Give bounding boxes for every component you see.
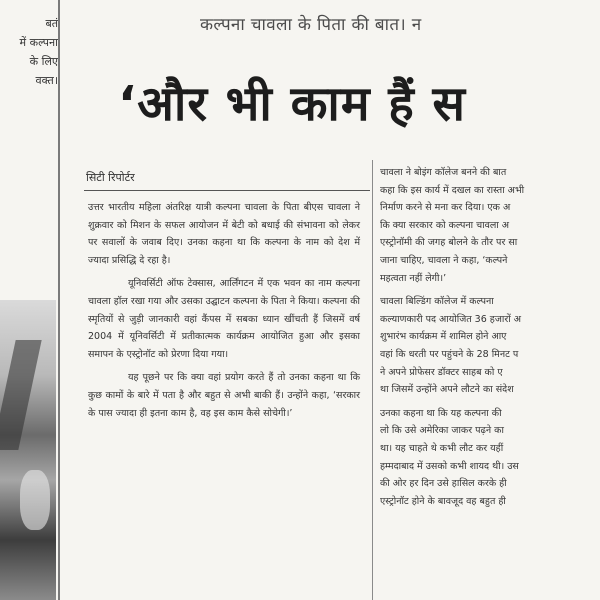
kicker: कल्पना चावला के पिता की बात। न	[200, 15, 422, 35]
left-caption	[2, 14, 58, 90]
article-paragraph: यह पूछने पर कि क्या वहां प्रयोग करते हैं तो उनका कहना था कि कुछ कामों के बारे में पता है और बहुत से अभी बाकी हैं। उन्होंने कहा, ‘सरकार के पास ज्यादा ही इतना काम है, वह इस काम कैसे सोचेगी।’	[88, 372, 360, 419]
article-paragraph: चावला ने बोइंग कॉलेज बनने की बात कहा कि इस कार्य में दखल का रास्ता अभी निर्माण करने से मना कर दिया। एक अ कि क्या सरकार को कल्पना चावला अ एस्ट्रोनॉमी की जगह बोलने के तौर पर सा जाना चाहिए, चावला ने कहा, ‘कल्पने महत्वता नहीं लेगी।’	[380, 167, 525, 284]
column-divider	[372, 160, 373, 600]
left-caption-line: में कल्पना	[19, 36, 58, 49]
byline: सिटी रिपोर्टर	[86, 171, 135, 184]
byline-rule	[84, 190, 370, 191]
left-caption-line: के लिए	[29, 55, 58, 68]
article-right-column	[380, 164, 600, 600]
left-adjacent-column	[0, 0, 60, 600]
left-caption-line: बतं	[45, 17, 58, 30]
headline: ‘और भी काम हैं स	[118, 76, 466, 132]
article-paragraph: चावला बिल्डिंग कॉलेज में कल्पना कल्याणकारी पद आयोजित 36 हजारों अ शुभारंभ कार्यक्रम में शामिल होने आए वहां कि धरती पर पहुंचने के 28 मिनट प ने अपने प्रोफेसर डॉक्टर साहब को ए था जिसमें उन्होंने अपने लौटने का संदेश	[380, 296, 521, 396]
article-middle-column	[88, 199, 360, 599]
article-paragraph: यूनिवर्सिटी ऑफ टेक्सास, आर्लिंगटन में एक भवन का नाम कल्पना चावला हॉल रखा गया और उसका उद्घाटन कल्पना के पिता ने किया। कल्पना की स्मृतियों से जुड़ी जानकारी वहां कैंपस में सबका ध्यान खींचती हैं जिसमें वर्ष 2004 में यूनिवर्सिटी में प्रतीकात्मक कार्यक्रम आयोजित हुआ और इसका समापन के एस्ट्रोनॉट को प्रेरणा दिया गया।	[88, 278, 360, 360]
article-paragraph: उनका कहना था कि यह कल्पना की लो कि उसे अमेरिका जाकर पढ़ने का था। यह चाहते थे कभी लौट कर यहीं हम्मदाबाद में उसको कभी शायद थी। उस की ओर हर दिन उसे हासिल करके ही एस्ट्रोनॉट होने के बावजूद वह बहुत ही	[380, 407, 519, 507]
article-paragraph: उत्तर भारतीय महिला अंतरिक्ष यात्री कल्पना चावला के पिता बीएस चावला ने शुक्रवार को मिशन के सफल आयोजन में बेटी को बधाई की संभावना को लेकर पर सवालों के जवाब दिए। उनका कहना था कि कल्पना के नाम को देश में ज्यादा प्रसिद्धि दे रहा है।	[88, 202, 360, 266]
left-photo	[0, 300, 56, 600]
left-caption-line: वक्त।	[35, 74, 58, 87]
